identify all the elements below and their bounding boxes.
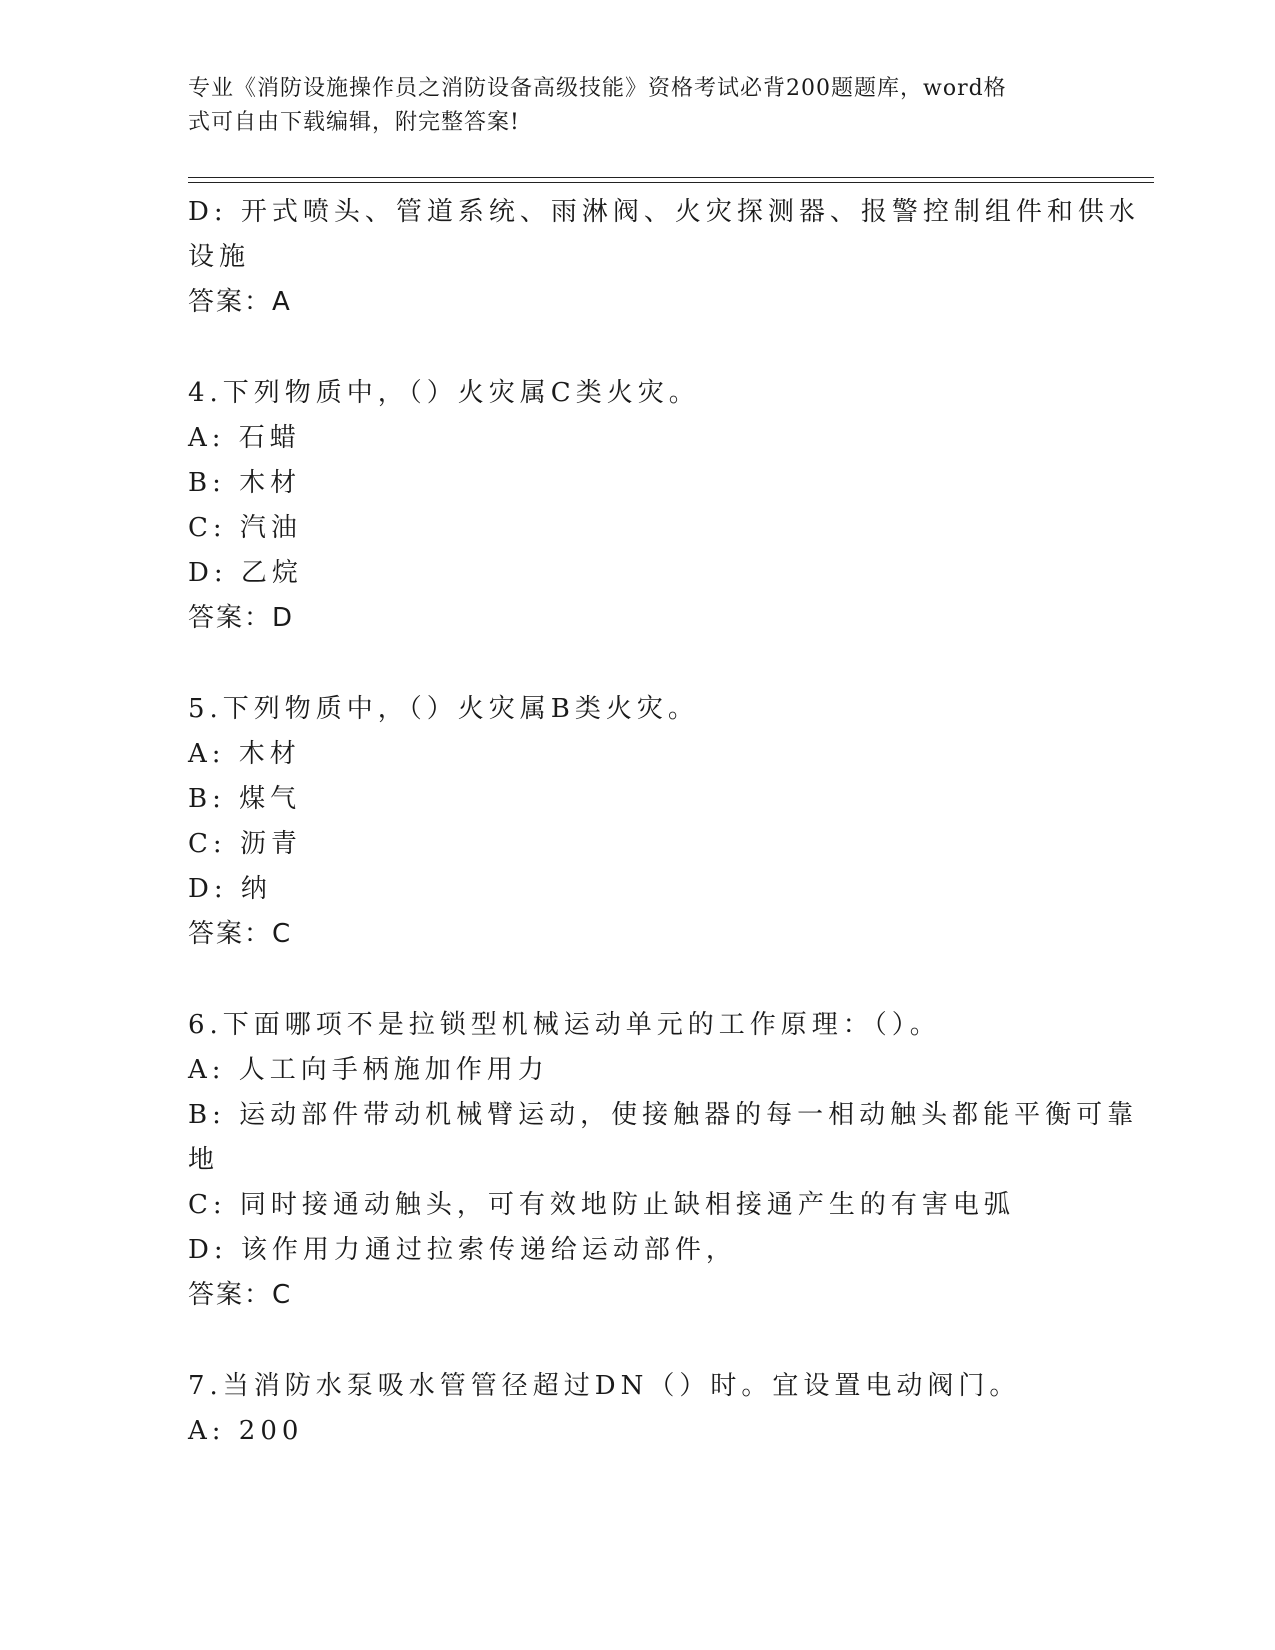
document-header xyxy=(188,72,1068,140)
answer: 答案：D xyxy=(188,603,295,633)
header-line-2: 式可自由下载编辑，附完整答案! xyxy=(188,110,520,135)
question-7 xyxy=(188,1364,1088,1454)
option-b: B: 运动部件带动机械臂运动，使接触器的每一相动触头都能平衡可靠 xyxy=(188,1100,1139,1130)
answer: 答案：A xyxy=(188,287,292,317)
question-stem: 6.下面哪项不是拉锁型机械运动单元的工作原理：（）。 xyxy=(188,1010,941,1040)
answer: 答案：C xyxy=(188,1280,293,1310)
question-6 xyxy=(188,1003,1139,1318)
option-a: A: 石蜡 xyxy=(188,423,301,453)
option-c: C: 汽油 xyxy=(188,513,302,543)
option-d: D: 乙烷 xyxy=(188,558,303,588)
option-d: D: 该作用力通过拉索传递给运动部件， xyxy=(188,1235,737,1265)
question-stem: 7.当消防水泵吸水管管径超过DN（）时。宜设置电动阀门。 xyxy=(188,1371,1021,1401)
option-d: D: 开式喷头、管道系统、雨淋阀、火灾探测器、报警控制组件和供水 xyxy=(188,197,1140,227)
header-divider-bottom xyxy=(188,182,1154,183)
question-4 xyxy=(188,371,1088,641)
option-b-continuation: 地 xyxy=(188,1145,220,1175)
header-line-1: 专业《消防设施操作员之消防设备高级技能》资格考试必背200题题库，word格 xyxy=(188,76,1007,101)
question-3 xyxy=(188,190,1140,325)
question-stem: 5.下列物质中，（）火灾属B类火灾。 xyxy=(188,694,699,724)
question-stem: 4.下列物质中，（）火灾属C类火灾。 xyxy=(188,378,700,408)
option-d: D: 纳 xyxy=(188,874,272,904)
option-b: B: 木材 xyxy=(188,468,302,498)
option-d-continuation: 设施 xyxy=(188,242,251,272)
option-a: A: 人工向手柄施加作用力 xyxy=(188,1055,549,1085)
option-b: B: 煤气 xyxy=(188,784,302,814)
option-a: A: 木材 xyxy=(188,739,301,769)
header-divider-top xyxy=(188,177,1154,178)
option-c: C: 沥青 xyxy=(188,829,302,859)
option-a: A: 200 xyxy=(188,1416,304,1446)
question-list xyxy=(188,190,1140,1454)
question-5 xyxy=(188,687,1088,957)
option-c: C: 同时接通动触头，可有效地防止缺相接通产生的有害电弧 xyxy=(188,1190,1015,1220)
answer: 答案：C xyxy=(188,919,293,949)
